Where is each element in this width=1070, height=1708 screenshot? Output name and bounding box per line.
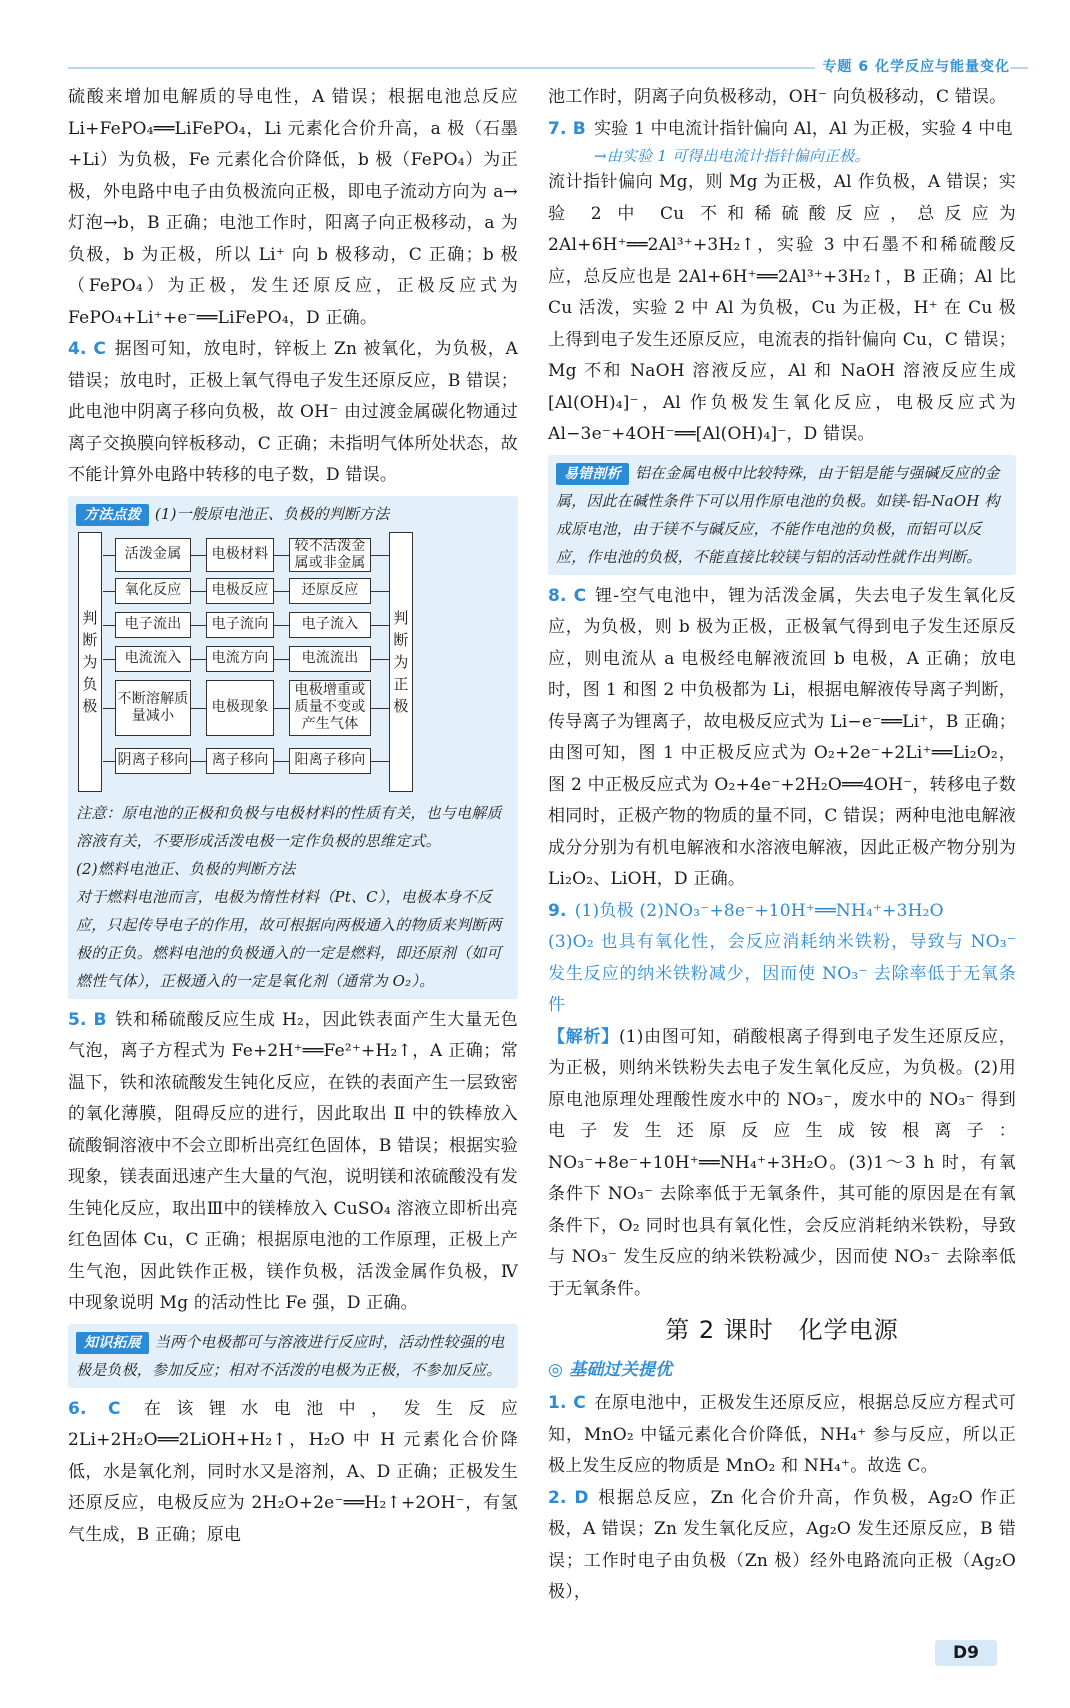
l2-q1-answer: [548, 1388, 1016, 1483]
error-text: 铝在金属电极中比较特殊，由于铝是能与强碱反应的金属，因此在碱性条件下可以用作原电池的负极。如镁-铝-NaOH 构成原电池，由于镁不与碱反应，不能作电池的负极，而铝可以反应，作电池的负极，不能直接比较镁与铝的活动性就作出判断。: [556, 463, 1000, 566]
diagram-negative-cell: 阴离子移向: [115, 748, 191, 774]
q8-number: 8. C: [548, 585, 587, 606]
diagram-connector: [103, 591, 115, 592]
left-column: [68, 82, 518, 1551]
knowledge-box: [68, 1324, 518, 1388]
diagram-positive-cell: 电流流出: [289, 646, 371, 672]
method-title: (1)一般原电池正、负极的判断方法: [154, 504, 390, 523]
diagram-connector: [371, 708, 389, 709]
q6-number: 6. C: [68, 1398, 121, 1419]
lesson-title: 第 2 课时 化学电源: [665, 1316, 899, 1344]
diagram-negative-cell: 电子流出: [115, 612, 191, 638]
q5-text: 铁和稀硫酸反应生成 H₂，因此铁表面产生大量无色气泡，离子方程式为 Fe+2H⁺══Fe²⁺+H₂↑，A 正确；常温下，铁和浓硫酸发生钝化反应，在铁的表面产生一层致密的氧化薄膜，阻碍反应的进行，因此取出 Ⅱ 中的铁棒放入硫酸铜溶液中不会立即析出亮红色固体，B 错误；根据实验现象，镁表面迅速产生大量的气泡，说明镁和浓硫酸没有发生钝化反应，取出Ⅲ中的镁棒放入 CuSO₄ 溶液立即析出亮红色固体 Cu，C 正确；根据原电池的工作原理，正极上产生气泡，因此铁作正极，镁作负极，活泼金属作负极，Ⅳ 中现象说明 Mg 的活动性比 Fe 强，D 正确。: [68, 1009, 519, 1313]
diagram-positive-cell: 电极增重或质量不变或产生气体: [289, 680, 371, 736]
q8-answer: [548, 581, 1016, 896]
q9-answer: [548, 896, 1016, 928]
q9-answer-1: (1)负极 (2)NO₃⁻+8e⁻+10H⁺══NH₄⁺+3H₂O: [574, 900, 944, 921]
diagram-connector: [371, 625, 389, 626]
diagram-positive-cell: 阳离子移向: [289, 748, 371, 774]
q9-number: 9.: [548, 900, 567, 921]
diagram-connector: [191, 761, 206, 762]
section-heading: [548, 1355, 1016, 1387]
diagram-connector: [103, 555, 115, 556]
q4-number: 4. C: [68, 339, 107, 359]
diagram-negative-cell: 不断溶解质量减小: [115, 680, 191, 736]
diagram-connector: [103, 659, 115, 660]
q5-number: 5. B: [68, 1009, 107, 1030]
q6-continuation: 池工作时，阴离子向负极移动，OH⁻ 向负极移动，C 错误。: [548, 87, 1007, 107]
diagram-criterion-cell: 电极反应: [206, 578, 274, 604]
diagram-connector: [191, 555, 206, 556]
q7-handwritten-hint: →由实验 1 可得出电流计指针偏向正极。: [594, 147, 870, 165]
target-icon: ◎: [548, 1359, 570, 1380]
diagram-connector: [371, 659, 389, 660]
fuel-title: (2)燃料电池正、负极的判断方法: [76, 859, 296, 878]
error-box: [548, 455, 1016, 575]
q7-answer-a: [548, 114, 1016, 146]
diagram-negative-cell: 活泼金属: [115, 538, 191, 572]
analysis-tag: 【解析】: [548, 1026, 619, 1047]
diagram-connector: [191, 591, 206, 592]
right-column: [548, 82, 1016, 1609]
q7-answer-b: 流计指针偏向 Mg，则 Mg 为正极，Al 作负极，A 错误；实验 2 中 Cu 不和稀硫酸反应，总反应为 2Al+6H⁺══2Al³⁺+3H₂↑，实验 3 中石墨不和稀硫酸反应，总反应也是 2Al+6H⁺══2Al³⁺+3H₂↑，B 正确；Al 比 Cu 活泼，实验 2 中 Al 为负极，Cu 为正极，H⁺ 在 Cu 极上得到电子发生还原反应，电流表的指针偏向 Cu，C 错误；Mg 不和 NaOH 溶液反应，Al 和 NaOH 溶液反应生成 [Al(OH)₄]⁻，Al 作负极发生氧化反应，电极反应式为 Al−3e⁻+4OH⁻══[Al(OH)₄]⁻，D 错误。: [548, 172, 1016, 444]
diagram-criterion-cell: 离子移向: [206, 748, 274, 774]
q4-answer: [68, 334, 518, 492]
q5-answer: [68, 1005, 518, 1320]
analysis-text: (1)由图可知，硝酸根离子得到电子发生还原反应，为正极，则纳米铁粉失去电子发生氧化反应，为负极。(2)用原电池原理处理酸性废水中的 NO₃⁻，废水中的 NO₃⁻ 得到电子发生还原反应生成铵根离子：NO₃⁻+8e⁻+10H⁺══NH₄⁺+3H₂O。(3)1～3 h 时，有氧条件下 NO₃⁻ 去除率低于无氧条件，其可能的原因是在有氧条件下，O₂ 同时也具有氧化性，会反应消耗纳米铁粉，导致与 NO₃⁻ 发生反应的纳米铁粉减少，因而使 NO₃⁻ 去除率低于无氧条件。: [548, 1026, 1016, 1299]
diagram-connector: [103, 761, 115, 762]
method-note: 注意：原电池的正极和负极与电极材料的性质有关，也与电解质溶液有关，不要形成活泼电极一定作负极的思维定式。: [76, 803, 502, 850]
diagram-connector: [274, 708, 289, 709]
chapter-header: 专题 6 化学反应与能量变化: [815, 56, 1011, 76]
diagram-connector: [371, 591, 389, 592]
diagram-connector: [274, 555, 289, 556]
q3-continuation: 硫酸来增加电解质的导电性，A 错误；根据电池总反应 Li+FePO₄══LiFePO₄，Li 元素化合价升高，a 极（石墨+Li）为负极，Fe 元素化合价降低，b 极（FePO₄）为正极，外电路中电子由负极流向正极，即电子流动方向为 a→灯泡→b，B 正确；电池工作时，阳离子向正极移动，a 为负极，b 为正极，所以 Li⁺ 向 b 极移动，C 正确；b 极（FePO₄）为正极，发生还原反应，正极反应式为 FePO₄+Li⁺+e⁻══LiFePO₄，D 正确。: [68, 87, 518, 328]
diagram-connector: [274, 659, 289, 660]
diagram-criterion-cell: 电极现象: [206, 680, 274, 736]
q9-answer-2: (3)O₂ 也具有氧化性，会反应消耗纳米铁粉，导致与 NO₃⁻ 发生反应的纳米铁粉减少，因而使 NO₃⁻ 去除率低于无氧条件: [548, 932, 1016, 1015]
l2-q2-text: 根据总反应，Zn 化合价升高，作负极，Ag₂O 作正极，A 错误；Zn 发生氧化反应，Ag₂O 发生还原反应，B 错误；工作时电子由负极（Zn 极）经外电路流向正极（Ag₂O 极），: [548, 1487, 1016, 1602]
l2-q1-text: 在原电池中，正极发生还原反应，根据总反应方程式可知，MnO₂ 中锰元素化合价降低，NH₄⁺ 参与反应，所以正极上发生反应的物质是 MnO₂ 和 NH₄⁺。故选 C。: [548, 1393, 1016, 1476]
knowledge-text: 当两个电极都可与溶液进行反应时，活动性较强的电极是负极，参加反应；相对不活泼的电极为正极，不参加反应。: [76, 1332, 505, 1379]
diagram-positive-cell: 电子流入: [289, 612, 371, 638]
diagram-positive-cell: 还原反应: [289, 578, 371, 604]
diagram-connector: [371, 761, 389, 762]
q6-text: 在该锂水电池中，发生反应 2Li+2H₂O══2LiOH+H₂↑，H₂O 中 H 元素化合价降低，水是氧化剂，同时水又是溶剂，A、D 正确；正极发生还原反应，电极反应为 2H₂O+2e⁻══H₂↑+2OH⁻，有氢气生成，B 正确；原电: [68, 1398, 519, 1545]
q4-text: 据图可知，放电时，锌板上 Zn 被氧化，为负极，A 错误；放电时，正极上氧气得电子发生还原反应，B 错误；此电池中阴离子移向负极，故 OH⁻ 由过渡金属碳化物通过离子交换膜向锌板移动，C 正确；未指明气体所处状态，故不能计算外电路中转移的电子数，D 错误。: [68, 339, 518, 485]
q7-text-a: 实验 1 中电流计指针偏向 Al，Al 为正极，实验 4 中电: [593, 118, 1013, 139]
diagram-criterion-cell: 电子流向: [206, 612, 274, 638]
diagram-connector: [191, 659, 206, 660]
fuel-text: 对于燃料电池而言，电极为惰性材料（Pt、C），电极本身不反应，只起传导电子的作用，故可根据向两极通入的物质来判断两极的正负。燃料电池的负极通入的一定是燃料，即还原剂（如可燃性气体），正极通入的一定是氧化剂（通常为 O₂）。: [76, 887, 502, 990]
q9-analysis: [548, 1022, 1016, 1306]
diagram-right-label: 判断为正极: [389, 532, 413, 792]
error-tag: 易错剖析: [556, 463, 629, 485]
diagram-connector: [274, 625, 289, 626]
l2-q2-number: 2. D: [548, 1487, 589, 1508]
diagram-connector: [371, 555, 389, 556]
l2-q2-answer: [548, 1483, 1016, 1609]
diagram-connector: [274, 761, 289, 762]
diagram-left-label: 判断为负极: [78, 532, 102, 792]
knowledge-tag: 知识拓展: [76, 1332, 149, 1354]
diagram-connector: [191, 708, 206, 709]
q6-answer: [68, 1394, 518, 1552]
diagram-positive-cell: 较不活泼金属或非金属: [289, 538, 371, 572]
diagram-criterion-cell: 电极材料: [206, 538, 274, 572]
q7-number: 7. B: [548, 118, 586, 139]
diagram-connector: [191, 625, 206, 626]
method-tag: 方法点拨: [76, 504, 149, 526]
electrode-diagram: [76, 530, 510, 795]
q8-text: 锂-空气电池中，锂为活泼金属，失去电子发生氧化反应，为负极，则 b 极为正极，正极氧气得到电子发生还原反应，则电流从 a 电极经电解液流回 b 电极，A 正确；放电时，图 1 和图 2 中负极都为 Li，根据电解液传导离子判断，传导离子为锂离子，故电极反应式为 Li−e⁻══Li⁺，B 正确；由图可知，图 1 中正极反应式为 O₂+2e⁻+2Li⁺══Li₂O₂，图 2 中正极反应式为 O₂+4e⁻+2H₂O══4OH⁻，转移电子数相同时，正极产物的物质的量不同，C 错误；两种电池电解液成分分别为有机电解液和水溶液电解液，因此正极产物分别为 Li₂O₂、LiOH，D 正确。: [548, 585, 1017, 889]
diagram-connector: [103, 708, 115, 709]
diagram-connector: [274, 591, 289, 592]
section-label: 基础过关提优: [569, 1359, 673, 1380]
diagram-connector: [103, 625, 115, 626]
method-box: [68, 496, 518, 999]
diagram-negative-cell: 氧化反应: [115, 578, 191, 604]
page-number: D9: [935, 1640, 997, 1666]
l2-q1-number: 1. C: [548, 1393, 586, 1413]
diagram-negative-cell: 电流流入: [115, 646, 191, 672]
diagram-criterion-cell: 电流方向: [206, 646, 274, 672]
